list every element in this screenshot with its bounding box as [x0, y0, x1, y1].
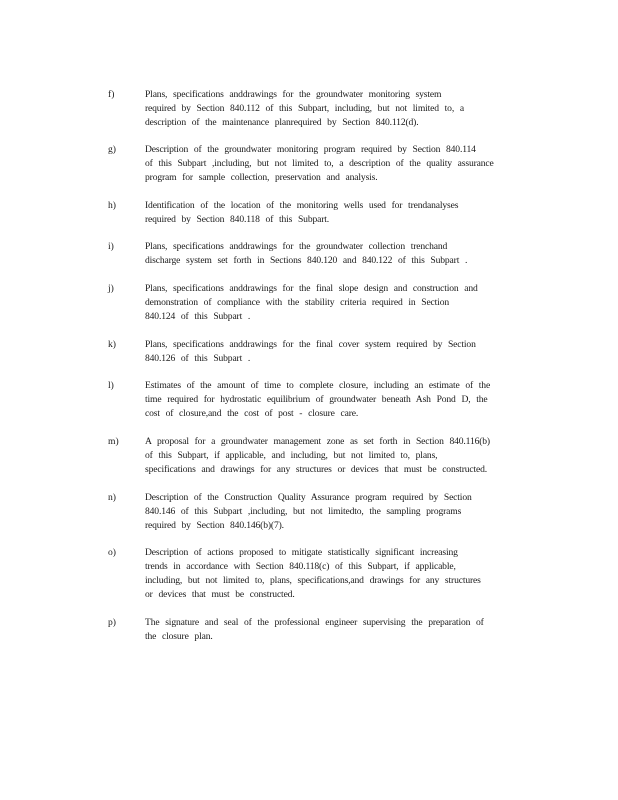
item-line: 840.146 of this Subpart ,including, but not limitedto, the sampling programs	[145, 505, 462, 517]
item-line: Plans, specifications anddrawings for the groundwater monitoring system	[145, 89, 442, 100]
item-marker: g)	[108, 144, 116, 155]
item-text	[145, 616, 548, 644]
item-marker: h)	[108, 200, 116, 211]
item-marker: n)	[108, 492, 116, 503]
item-line: cost of closure,and the cost of post - closure care.	[145, 407, 359, 419]
item-line: the closure plan.	[145, 630, 213, 642]
list-item-j	[108, 282, 548, 324]
item-line: The signature and seal of the professional engineer supervising the preparation of	[145, 617, 484, 628]
item-text	[145, 338, 548, 366]
item-line: 840.124 of this Subpart .	[145, 310, 251, 322]
item-text	[145, 491, 548, 533]
item-line: or devices that must be constructed.	[145, 588, 295, 600]
item-line: of this Subpart ,including, but not limited to, a description of the quality assurance	[145, 157, 494, 169]
item-text	[145, 435, 548, 477]
item-line: required by Section 840.118 of this Subpart.	[145, 213, 330, 225]
list-item-n	[108, 491, 548, 533]
item-marker: k)	[108, 339, 116, 350]
item-line: including, but not limited to, plans, specifications,and drawings for any structures	[145, 574, 481, 586]
item-line: time required for hydrostatic equilibrium of groundwater beneath Ash Pond D, the	[145, 393, 488, 405]
item-line: 840.126 of this Subpart .	[145, 352, 251, 364]
item-marker: f)	[108, 89, 115, 100]
item-line: Estimates of the amount of time to complete closure, including an estimate of the	[145, 380, 491, 391]
list-item-g	[108, 143, 548, 185]
item-line: Identification of the location of the monitoring wells used for trendanalyses	[145, 200, 459, 211]
item-marker: o)	[108, 547, 116, 558]
list-item-i	[108, 240, 548, 268]
item-text	[145, 282, 548, 324]
item-text	[145, 88, 548, 130]
item-line: specifications and drawings for any structures or devices that must be constructed.	[145, 463, 488, 475]
item-line: demonstration of compliance with the stability criteria required in Section	[145, 296, 449, 308]
item-marker: p)	[108, 617, 116, 628]
item-line: program for sample collection, preservation and analysis.	[145, 171, 378, 183]
item-line: trends in accordance with Section 840.118(c) of this Subpart, if applicable,	[145, 560, 456, 572]
item-text	[145, 240, 548, 268]
list-item-f	[108, 88, 548, 130]
item-line: of this Subpart, if applicable, and including, but not limited to, plans,	[145, 449, 438, 461]
item-text	[145, 379, 548, 421]
item-line: Plans, specifications anddrawings for the final slope design and construction and	[145, 283, 478, 294]
item-marker: j)	[108, 283, 114, 294]
list-item-h	[108, 199, 548, 227]
item-line: Description of the Construction Quality Assurance program required by Section	[145, 492, 472, 503]
item-line: discharge system set forth in Sections 840.120 and 840.122 of this Subpart .	[145, 254, 468, 266]
item-marker: l)	[108, 380, 114, 391]
item-line: required by Section 840.112 of this Subpart, including, but not limited to, a	[145, 102, 464, 114]
item-marker: m)	[108, 436, 119, 447]
list-item-m	[108, 435, 548, 477]
item-line: Plans, specifications anddrawings for the groundwater collection trenchand	[145, 241, 448, 252]
item-text	[145, 199, 548, 227]
item-line: Plans, specifications anddrawings for the final cover system required by Section	[145, 339, 476, 350]
item-line: Description of the groundwater monitoring program required by Section 840.114	[145, 144, 476, 155]
item-line: required by Section 840.146(b)(7).	[145, 519, 284, 531]
list-item-p	[108, 616, 548, 644]
item-line: A proposal for a groundwater management zone as set forth in Section 840.116(b)	[145, 436, 490, 447]
item-text	[145, 546, 548, 602]
item-line: Description of actions proposed to mitigate statistically significant increasing	[145, 547, 458, 558]
list-item-o	[108, 546, 548, 602]
item-line: description of the maintenance planrequired by Section 840.112(d).	[145, 116, 419, 128]
list-item-k	[108, 338, 548, 366]
list-item-l	[108, 379, 548, 421]
item-text	[145, 143, 548, 185]
item-marker: i)	[108, 241, 114, 252]
